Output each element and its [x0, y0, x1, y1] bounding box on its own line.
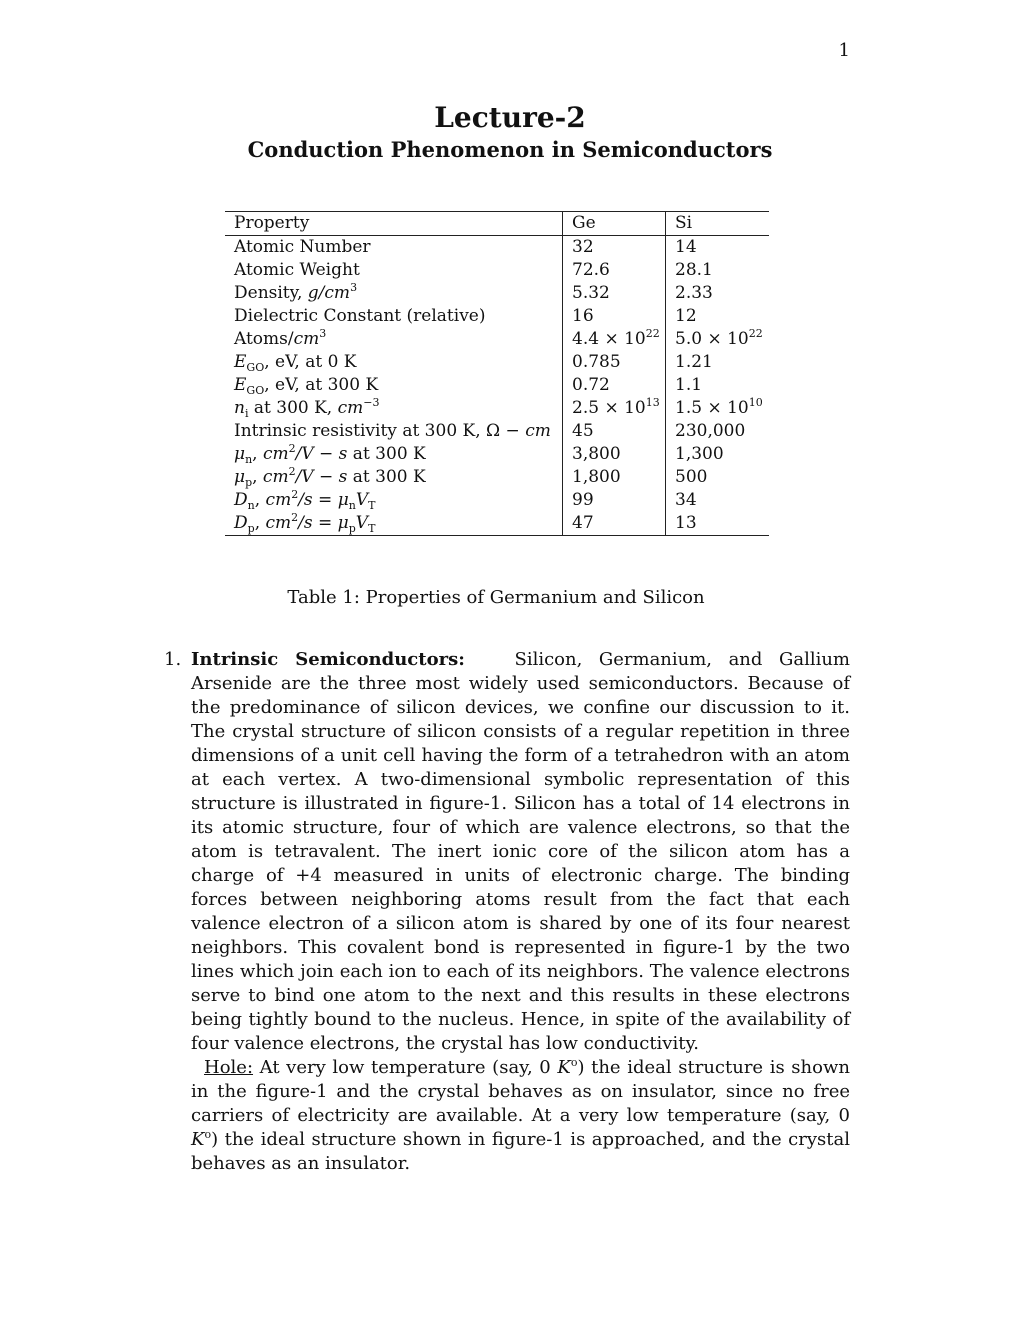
page-subtitle: Conduction Phenomenon in Semiconductors	[247, 137, 773, 162]
property-cell	[225, 374, 563, 397]
subscript: p	[247, 522, 255, 535]
page-number: 1	[838, 40, 850, 61]
subscript: GO	[246, 384, 265, 397]
table-row	[225, 374, 769, 397]
ge-cell: 0.785	[563, 351, 666, 374]
exponent: 22	[645, 327, 660, 340]
math-symbol: D	[234, 490, 248, 510]
hole-paragraph	[191, 1056, 850, 1176]
ge-cell: 0.72	[563, 374, 666, 397]
math-symbol: V	[355, 513, 369, 533]
math-text: cm	[265, 490, 292, 510]
math-text: /V − s	[295, 444, 348, 464]
subscript: n	[247, 499, 255, 512]
label-text: at 300 K,	[248, 398, 338, 418]
ge-cell: 16	[563, 305, 666, 328]
exponent: 22	[748, 327, 763, 340]
superscript: o	[204, 1128, 212, 1141]
si-cell: 12	[675, 306, 697, 326]
math-text: cm	[293, 329, 320, 349]
math-symbol: μ	[234, 444, 246, 464]
hole-label: Hole:	[204, 1057, 254, 1078]
table-header-row	[225, 212, 769, 236]
si-cell: 1,300	[675, 444, 724, 464]
math-text: cm	[337, 398, 364, 418]
math-symbol: D	[234, 513, 248, 533]
si-cell: 1.21	[675, 352, 713, 372]
table-row	[225, 420, 769, 443]
subscript: T	[368, 522, 376, 535]
label-text: at 300 K	[347, 444, 426, 464]
ge-cell: 45	[563, 420, 666, 443]
math-symbol: E	[234, 375, 247, 395]
table-caption: Table 1: Properties of Germanium and Silicon	[287, 587, 705, 608]
column-header-property: Property	[225, 212, 563, 236]
table-row	[225, 351, 769, 374]
table-row	[225, 466, 769, 489]
property-cell: Dielectric Constant (relative)	[225, 305, 563, 328]
superscript: −3	[363, 396, 380, 409]
section-paragraph	[191, 648, 850, 1056]
si-cell: 28.1	[675, 260, 713, 280]
ge-cell: 5.32	[563, 282, 666, 305]
math-symbol: μ	[337, 490, 349, 510]
si-cell: 230,000	[675, 421, 746, 441]
superscript: 2	[291, 511, 299, 524]
math-text: cm	[262, 467, 289, 487]
ge-cell: 47	[563, 512, 666, 536]
math-symbol: V	[355, 490, 369, 510]
label-text: at 300 K	[347, 467, 426, 487]
property-cell	[225, 466, 563, 489]
si-cell: 14	[675, 237, 697, 257]
properties-table	[225, 211, 769, 536]
math-symbol: μ	[337, 513, 349, 533]
si-cell: 34	[675, 490, 697, 510]
property-cell	[225, 282, 563, 305]
ge-cell: 1,800	[563, 466, 666, 489]
label-text: , eV, at 0 K	[264, 352, 357, 372]
table-row	[225, 489, 769, 512]
mantissa: 4.4 × 10	[572, 329, 646, 349]
property-cell: Atomic Weight	[225, 259, 563, 282]
math-text: cm	[525, 421, 551, 441]
si-cell: 13	[666, 512, 770, 536]
table-row	[225, 443, 769, 466]
subscript: n	[348, 499, 356, 512]
column-header-ge: Ge	[563, 212, 666, 236]
math-text: /V − s	[295, 467, 348, 487]
property-cell	[225, 351, 563, 374]
column-header-si: Si	[666, 212, 770, 236]
ge-cell: 99	[563, 489, 666, 512]
table-row	[225, 236, 769, 260]
section-intrinsic-semiconductors	[164, 648, 850, 1176]
hole-text: ) the ideal structure shown in figure-1 is approached, and the crystal behaves as an insulator.	[191, 1129, 850, 1174]
si-cell: 500	[675, 467, 708, 487]
title-block	[0, 100, 1020, 164]
hole-text: At very low temperature (say, 0	[259, 1057, 558, 1078]
label-text: Atoms/	[234, 329, 294, 349]
label-text: ,	[254, 490, 266, 510]
math-symbol: n	[234, 398, 245, 418]
math-symbol: K	[191, 1129, 205, 1150]
property-cell	[225, 420, 563, 443]
property-cell	[225, 489, 563, 512]
math-symbol: E	[234, 352, 247, 372]
ge-cell: 32	[563, 236, 666, 260]
property-cell	[225, 328, 563, 351]
math-text: cm	[265, 513, 292, 533]
ge-cell	[563, 328, 666, 351]
label-text: Density,	[234, 283, 308, 303]
table-row	[225, 282, 769, 305]
mantissa: 5.0 × 10	[675, 329, 749, 349]
subscript: i	[244, 407, 249, 420]
math-text: g/cm	[307, 283, 351, 303]
section-number: 1.	[164, 649, 182, 670]
subscript: GO	[246, 361, 265, 374]
mantissa: 1.5 × 10	[675, 398, 749, 418]
table-row	[225, 259, 769, 282]
subscript: T	[368, 499, 376, 512]
ge-cell: 72.6	[563, 259, 666, 282]
property-cell	[225, 443, 563, 466]
subscript: n	[245, 453, 253, 466]
si-cell	[666, 328, 770, 351]
table-row	[225, 397, 769, 420]
table-row	[225, 512, 769, 536]
si-cell	[666, 397, 770, 420]
hole-text: ) the ideal structure is shown in the figure-1 and the crystal behaves as on insulator, since no free carriers of electricity are available. At a very low temperature (say, 0	[191, 1057, 850, 1126]
si-cell: 2.33	[675, 283, 713, 303]
math-text: /s =	[298, 513, 338, 533]
math-symbol: μ	[234, 467, 246, 487]
subscript: p	[348, 522, 356, 535]
section-heading: Intrinsic Semiconductors:	[191, 649, 465, 670]
subscript: p	[245, 476, 253, 489]
superscript: 2	[291, 488, 299, 501]
table-row	[225, 328, 769, 351]
label-text: Intrinsic resistivity at 300 K, Ω −	[234, 421, 526, 441]
label-text: ,	[254, 513, 266, 533]
ge-cell	[563, 397, 666, 420]
math-text: cm	[262, 444, 289, 464]
superscript: 3	[350, 281, 358, 294]
mantissa: 2.5 × 10	[572, 398, 646, 418]
label-text: ,	[252, 467, 263, 487]
math-symbol: K	[557, 1057, 571, 1078]
exponent: 10	[748, 396, 763, 409]
superscript: o	[570, 1056, 578, 1069]
section-text: Silicon, Germanium, and Gallium Arsenide are the three most widely used semiconductors. Because of the predominance of silicon devices, we confine our discussion to it. The crystal structure of silicon consists of a regular repetition in three dimensions of a unit cell having the form of a tetrahedron with an atom at each vertex. A two-dimensional symbolic representation of this structure is illustrated in figure-1. Silicon has a total of 14 electrons in its atomic structure, four of which are valence electrons, so that the atom is tetravalent. The inert ionic core of the silicon atom has a charge of +4 measured in units of electronic charge. The binding forces between neighboring atoms result from the fact that each valence electron of a silicon atom is shared by one of its four nearest neighbors. This covalent bond is represented in figure-1 by the two lines which join each ion to each of its neighbors. The valence electrons serve to bind one atom to the next and this results in these electrons being tightly bound to the nucleus. Hence, in spite of the availability of four valence electrons, the crystal has low conductivity.	[191, 649, 850, 1054]
property-cell	[225, 512, 563, 536]
superscript: 3	[319, 327, 327, 340]
property-cell: Atomic Number	[225, 236, 563, 260]
property-cell	[225, 397, 563, 420]
table-row	[225, 305, 769, 328]
page-title: Lecture-2	[434, 101, 586, 134]
superscript: 2	[288, 465, 296, 478]
superscript: 2	[288, 442, 296, 455]
exponent: 13	[645, 396, 660, 409]
math-text: /s =	[298, 490, 338, 510]
label-text: ,	[252, 444, 263, 464]
label-text: , eV, at 300 K	[264, 375, 379, 395]
si-cell: 1.1	[675, 375, 703, 395]
ge-cell: 3,800	[563, 443, 666, 466]
